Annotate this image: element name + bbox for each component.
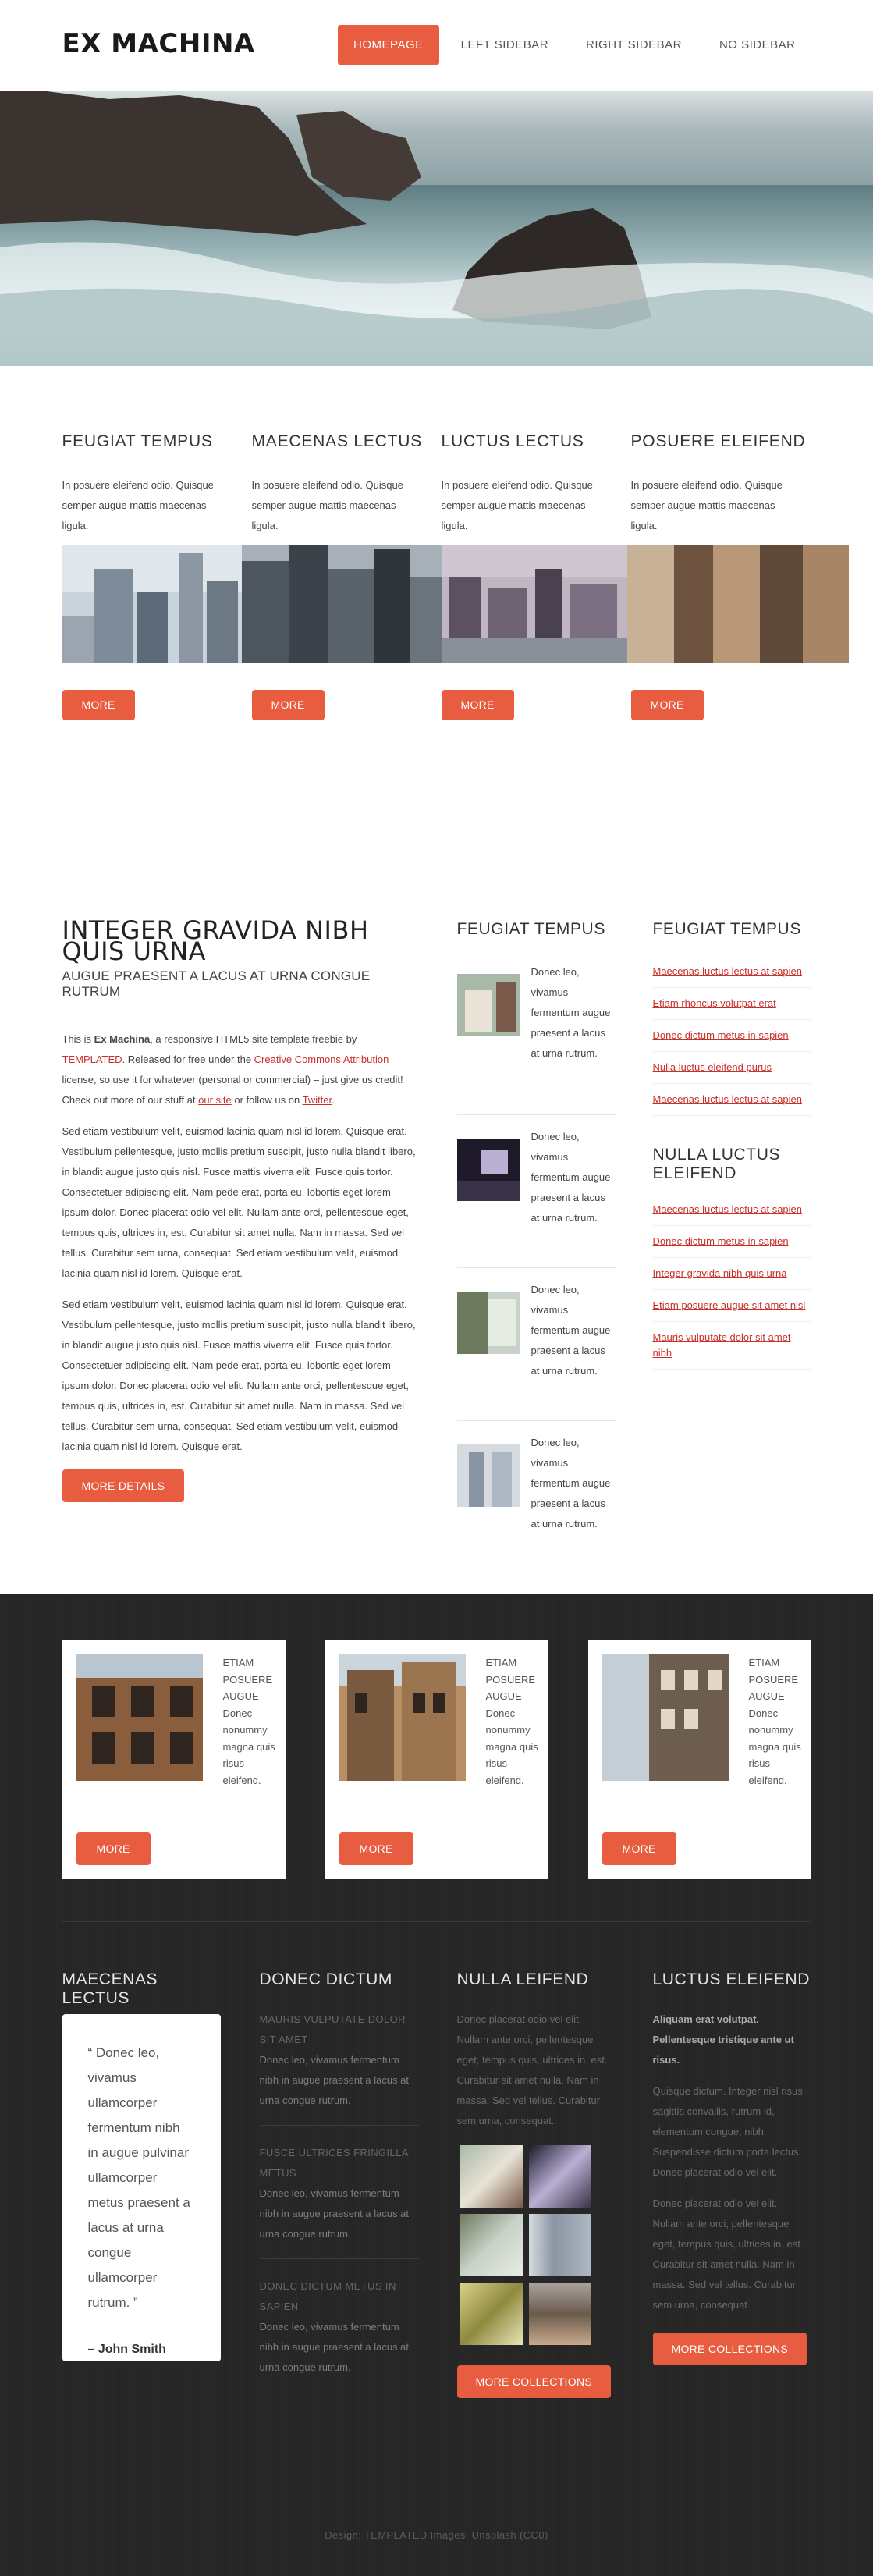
city-skyline-svg xyxy=(242,545,442,663)
item-desc: Donec leo, vivamus fermentum nibh in augue praesent a lacus at urna congue rutrum. xyxy=(259,2321,410,2373)
sidebar-link[interactable]: Etiam posuere augue sit amet nisl xyxy=(653,1290,811,1322)
sidebar-title: NULLA LUCTUS ELEIFEND xyxy=(652,1146,781,1182)
card-text: ETIAM POSUERE AUGUE Donec nonummy magna quis risus eleifend. xyxy=(485,1657,538,1786)
article-title: INTEGER GRAVIDA NIBH QUIS URNA xyxy=(62,915,369,966)
post-thumbnail[interactable] xyxy=(457,1139,520,1201)
card-text: ETIAM POSUERE AUGUE Donec nonummy magna quis risus eleifend. xyxy=(748,1657,801,1786)
feature-card xyxy=(251,432,432,711)
item-title[interactable]: FUSCE ULTRICES FRINGILLA METUS xyxy=(259,2147,409,2179)
footer-col-gallery xyxy=(457,1970,616,2398)
post-thumbnail[interactable] xyxy=(457,974,520,1036)
sidebar-link[interactable]: Mauris vulputate dolor sit amet nibh xyxy=(653,1322,811,1370)
main-content-section xyxy=(0,787,873,1594)
post-text: Donec leo, vivamus fermentum augue praesent a lacus at urna rutrum. xyxy=(531,1284,611,1377)
card-more-button[interactable]: MORE xyxy=(602,1832,676,1865)
article-paragraph: Sed etiam vestibulum velit, euismod lacinia quam nisl id lorem. Quisque erat. Vestibulum pellentesque, justo mollis pretium suscipit, justo nulla blandit libero, in blandit augue justo quis nisl. Fusce mattis viverra elit. Fusce quis tortor. Consectetuer adipiscing elit. Nam pede erat, porta eu, lobortis eget lorem ipsum dolor. Donec placerat odio vel elit. Nullam ante orci, pellentesque eget, tempus quis, ultrices in, est. Curabitur sit amet nulla. Nam in massa. Sed vel tellus. Curabitur sem urna, consequat. Sed etiam vestibulum velit, euismod lacinia quam nisl id lorem. Quisque erat. xyxy=(62,1299,416,1452)
building-svg xyxy=(339,1654,466,1781)
feature-title: LUCTUS LECTUS xyxy=(441,432,584,450)
feature-title: MAECENAS LECTUS xyxy=(251,432,423,450)
sidebar-posts xyxy=(457,920,616,1574)
intro-text: This is xyxy=(62,1033,94,1045)
sidebar-link[interactable]: Donec dictum metus in sapien xyxy=(653,1020,811,1052)
site-header xyxy=(0,0,873,91)
link-list xyxy=(653,956,811,1116)
card-more-button[interactable]: MORE xyxy=(339,1832,413,1865)
footer-list-item xyxy=(260,2009,418,2126)
feature-more-button[interactable]: MORE xyxy=(631,690,704,720)
intro-text: . xyxy=(332,1094,335,1106)
building-svg xyxy=(76,1654,203,1781)
twitter-link[interactable]: Twitter xyxy=(302,1094,332,1106)
gallery-thumb[interactable] xyxy=(529,2214,591,2276)
article-paragraph: Sed etiam vestibulum velit, euismod lacinia quam nisl id lorem. Quisque erat. Vestibulum pellentesque, justo mollis pretium suscipit, justo nulla blandit libero, in blandit augue justo quis nisl. Fusce mattis viverra elit. Fusce quis tortor. Consectetuer adipiscing elit. Nam pede erat, porta eu, lobortis eget lorem ipsum dolor. Donec placerat odio vel elit. Nullam ante orci, pellentesque eget, tempus quis, ultrices in, est. Curabitur sit amet nulla. Nam in massa. Sed vel tellus. Curabitur sem urna, consequat. Sed etiam vestibulum velit, euismod lacinia quam nisl id lorem. Quisque erat. xyxy=(62,1125,416,1279)
quote-text: “ Donec leo, vivamus ullamcorper fermentum nibh in augue pulvinar ullamcorper metus praesent a lacus at urna congue ullamcorper rutrum. ” xyxy=(87,2045,190,2310)
building-svg xyxy=(602,1654,729,1781)
intro-text: license, so use it for whatever (personal or commercial) – just give us credit! Check out more of our stuff at xyxy=(62,1074,403,1106)
feature-text: In posuere eleifend odio. Quisque semper augue mattis maecenas ligula. xyxy=(441,479,593,531)
article-intro xyxy=(62,1029,417,1110)
gallery-thumb[interactable] xyxy=(460,2283,523,2345)
footer-bold-text: Aliquam erat volutpat. Pellentesque tristique ante ut risus. xyxy=(652,2013,794,2066)
footer-list-item xyxy=(260,2143,418,2259)
city-skyline-image xyxy=(442,545,638,663)
feature-card xyxy=(62,432,243,711)
sidebar-link[interactable]: Integer gravida nibh quis urna xyxy=(653,1258,811,1290)
intro-brand: Ex Machina xyxy=(94,1033,151,1045)
card-text: ETIAM POSUERE AUGUE Donec nonummy magna quis risus eleifend. xyxy=(222,1657,275,1786)
feature-text: In posuere eleifend odio. Quisque semper augue mattis maecenas ligula. xyxy=(251,479,403,531)
feature-title: POSUERE ELEIFEND xyxy=(630,432,806,450)
photo-gallery xyxy=(460,2145,616,2345)
building-image xyxy=(76,1654,203,1781)
testimonial-quote xyxy=(62,2014,221,2361)
footer-col-title: NULLA LEIFEND xyxy=(456,1970,589,1988)
card-more-button[interactable]: MORE xyxy=(76,1832,151,1865)
copyright: Design: TEMPLATED Images: Unsplash (CC0) xyxy=(325,2529,548,2541)
sidebar-link[interactable]: Nulla luctus eleifend purus xyxy=(653,1052,811,1084)
footer-card xyxy=(325,1640,548,1879)
more-collections-button[interactable]: MORE COLLECTIONS xyxy=(653,2333,807,2365)
gallery-thumb[interactable] xyxy=(460,2145,523,2208)
our-site-link[interactable]: our site xyxy=(198,1094,232,1106)
feature-more-button[interactable]: MORE xyxy=(62,690,135,720)
city-skyline-image xyxy=(62,545,253,663)
city-aerial-image xyxy=(627,545,849,663)
feature-card xyxy=(441,432,622,711)
footer-col-title: MAECENAS LECTUS xyxy=(62,1970,158,2007)
feature-more-button[interactable]: MORE xyxy=(442,690,514,720)
sidebar-post xyxy=(457,1268,616,1421)
post-thumbnail[interactable] xyxy=(457,1292,520,1354)
sidebar-link[interactable]: Donec dictum metus in sapien xyxy=(653,1226,811,1258)
sidebar-link[interactable]: Etiam rhoncus volutpat erat xyxy=(653,988,811,1020)
article-subtitle: AUGUE PRAESENT A LACUS AT URNA CONGUE RUTRUM xyxy=(62,968,371,999)
feature-text: In posuere eleifend odio. Quisque semper augue mattis maecenas ligula. xyxy=(630,479,783,531)
sidebar-post xyxy=(457,1421,616,1574)
item-title[interactable]: DONEC DICTUM METUS IN SAPIEN xyxy=(259,2280,396,2312)
gallery-thumb[interactable] xyxy=(529,2145,591,2208)
nav-left-sidebar[interactable]: LEFT SIDEBAR xyxy=(460,38,549,52)
item-title[interactable]: MAURIS VULPUTATE DOLOR SIT AMET xyxy=(259,2013,406,2045)
footer-col-luctus xyxy=(653,1970,811,2365)
city-aerial-svg xyxy=(627,545,849,663)
feature-more-button[interactable]: MORE xyxy=(252,690,325,720)
feature-text: In posuere eleifend odio. Quisque semper augue mattis maecenas ligula. xyxy=(62,479,214,531)
hero-banner xyxy=(0,91,873,366)
city-skyline-image xyxy=(242,545,442,663)
item-desc: Donec leo, vivamus fermentum nibh in augue praesent a lacus at urna congue rutrum. xyxy=(259,2054,410,2106)
feature-title: FEUGIAT TEMPUS xyxy=(62,432,213,450)
footer-col-title: DONEC DICTUM xyxy=(259,1970,393,1988)
feature-card xyxy=(630,432,811,711)
sidebar-title: FEUGIAT TEMPUS xyxy=(652,920,801,938)
more-collections-button[interactable]: MORE COLLECTIONS xyxy=(457,2365,612,2398)
nav-right-sidebar[interactable]: RIGHT SIDEBAR xyxy=(586,38,682,52)
footer-text: Quisque dictum. Integer nisl risus, sagittis convallis, rutrum id, elementum congue, nibh. Suspendisse dictum porta lectus. Donec placerat odio vel elit. xyxy=(652,2085,806,2178)
intro-text: . Released for free under the xyxy=(122,1053,254,1065)
sidebar-links xyxy=(653,920,811,1370)
main-nav xyxy=(338,25,811,65)
hero-seascape-image xyxy=(0,91,873,366)
sidebar-link[interactable]: Maecenas luctus lectus at sapien xyxy=(653,1084,811,1116)
gallery-thumb[interactable] xyxy=(529,2283,591,2345)
city-skyline-svg xyxy=(62,545,253,663)
sidebar-post xyxy=(457,1115,616,1268)
post-text: Donec leo, vivamus fermentum augue praesent a lacus at urna rutrum. xyxy=(531,966,611,1059)
item-desc: Donec leo, vivamus fermentum nibh in augue praesent a lacus at urna congue rutrum. xyxy=(259,2187,410,2240)
footer-text: Donec placerat odio vel elit. Nullam ante orci, pellentesque eget, tempus quis, ultrices in, est. Curabitur sit amet nulla. Nam in massa. Sed vel tellus. Curabitur sem urna, consequat. xyxy=(652,2198,804,2311)
site-logo[interactable]: EX MACHINA xyxy=(62,28,255,59)
more-details-button[interactable]: MORE DETAILS xyxy=(62,1469,185,1502)
site-footer xyxy=(0,1594,873,2576)
footer-list-item xyxy=(260,2276,418,2392)
footer-card xyxy=(588,1640,811,1879)
sidebar-post xyxy=(457,962,616,1115)
quote-author: – John Smith xyxy=(87,2343,166,2356)
intro-text: , a responsive HTML5 site template freebie by xyxy=(150,1033,357,1045)
footer-cards xyxy=(62,1640,811,1879)
nav-homepage[interactable]: HOMEPAGE xyxy=(338,25,439,65)
gallery-thumb[interactable] xyxy=(460,2214,523,2276)
footer-card xyxy=(62,1640,286,1879)
footer-text: Donec placerat odio vel elit. Nullam ante orci, pellentesque eget, tempus quis, ultrices in, est. Curabitur sit amet nulla. Nam in massa. Sed vel tellus. Curabitur sem urna, consequat. xyxy=(456,2013,608,2127)
building-image xyxy=(339,1654,466,1781)
main-article xyxy=(62,915,417,1502)
post-text: Donec leo, vivamus fermentum augue praesent a lacus at urna rutrum. xyxy=(531,1437,611,1530)
footer-divider xyxy=(62,1921,811,1922)
features-section xyxy=(0,366,873,787)
building-image xyxy=(602,1654,729,1781)
footer-col-dictum xyxy=(260,1970,418,2409)
footer-col-title: LUCTUS ELEIFEND xyxy=(652,1970,811,1988)
intro-text: or follow us on xyxy=(231,1094,303,1106)
city-skyline-svg xyxy=(442,545,638,663)
nav-no-sidebar[interactable]: NO SIDEBAR xyxy=(719,38,796,52)
post-thumbnail[interactable] xyxy=(457,1444,520,1507)
post-text: Donec leo, vivamus fermentum augue praesent a lacus at urna rutrum. xyxy=(531,1131,611,1224)
sidebar-link[interactable]: Maecenas luctus lectus at sapien xyxy=(653,956,811,988)
link-list xyxy=(653,1194,811,1370)
footer-col-quote xyxy=(62,1970,221,2356)
templated-link[interactable]: TEMPLATED xyxy=(62,1053,122,1065)
sidebar-link[interactable]: Maecenas luctus lectus at sapien xyxy=(653,1194,811,1226)
license-link[interactable]: Creative Commons Attribution xyxy=(254,1053,389,1065)
sidebar-title: FEUGIAT TEMPUS xyxy=(456,920,605,938)
